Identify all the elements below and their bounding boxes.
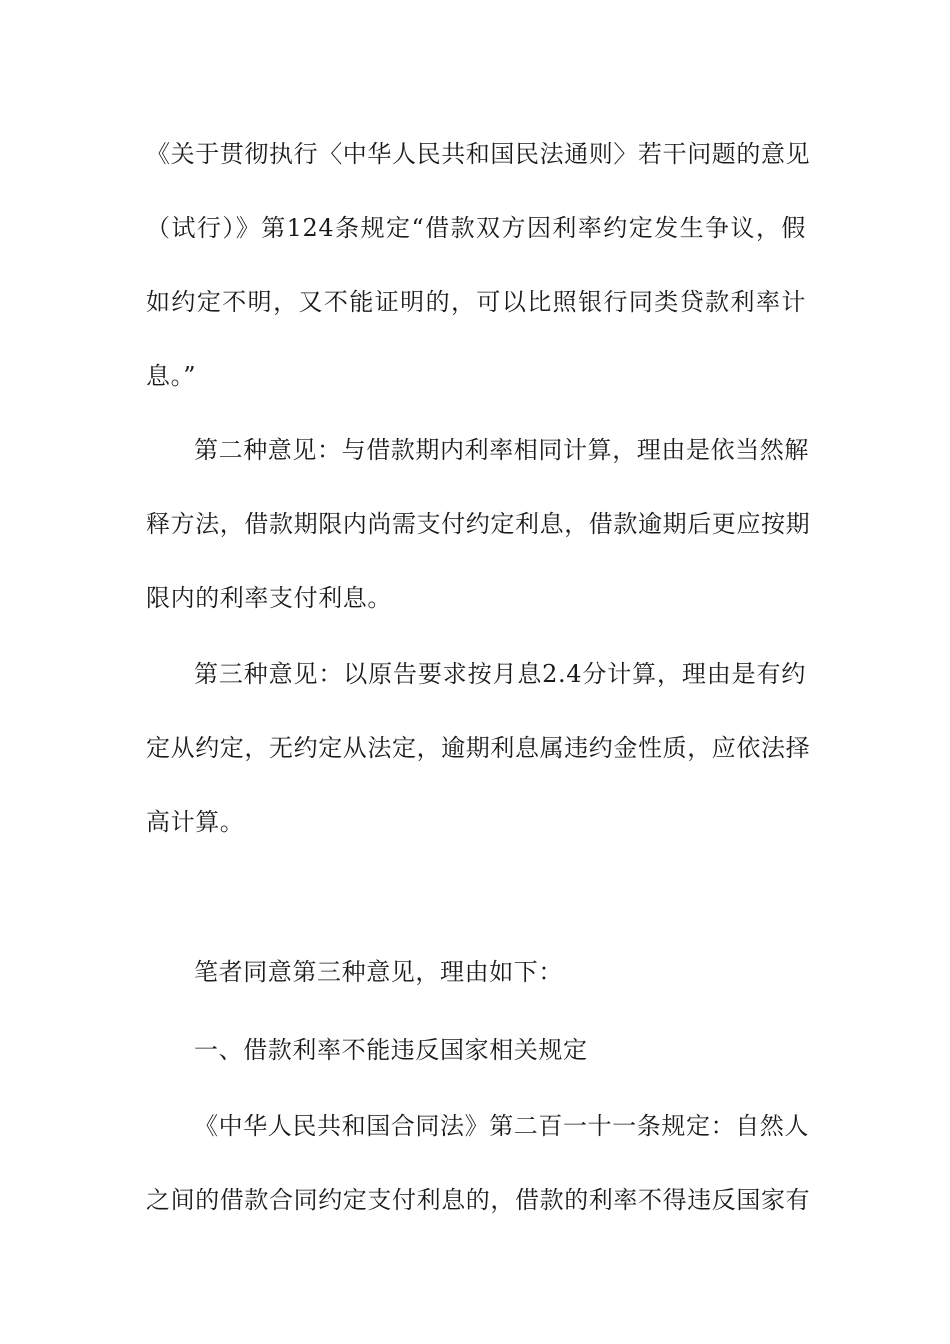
paragraph-line: 息。” (146, 362, 197, 390)
paragraph-line: 定从约定，无约定从法定，逾期利息属违约金性质，应依法择 (146, 734, 811, 762)
paragraph-line: 第三种意见：以原告要求按月息2.4分计算，理由是有约 (194, 660, 806, 688)
section-heading: 一、借款利率不能违反国家相关规定 (194, 1036, 588, 1064)
paragraph-line: 第二种意见：与借款期内利率相同计算，理由是依当然解 (194, 436, 809, 464)
paragraph-line: 释方法，借款期限内尚需支付约定利息，借款逾期后更应按期 (146, 510, 811, 538)
paragraph-line: 《关于贯彻执行〈中华人民共和国民法通则〉若干问题的意见 (146, 140, 811, 168)
paragraph-line: 笔者同意第三种意见，理由如下： (194, 958, 563, 986)
paragraph-line: 高计算。 (146, 808, 245, 836)
paragraph-line: 之间的借款合同约定支付利息的，借款的利率不得违反国家有 (146, 1186, 811, 1214)
paragraph-line: 限内的利率支付利息。 (146, 584, 392, 612)
paragraph-line: 《中华人民共和国合同法》第二百一十一条规定：自然人 (194, 1112, 809, 1140)
paragraph-line: 如约定不明，又不能证明的，可以比照银行同类贷款利率计 (146, 288, 806, 316)
paragraph-line: （试行）》第124条规定“借款双方因利率约定发生争议，假 (146, 214, 806, 242)
